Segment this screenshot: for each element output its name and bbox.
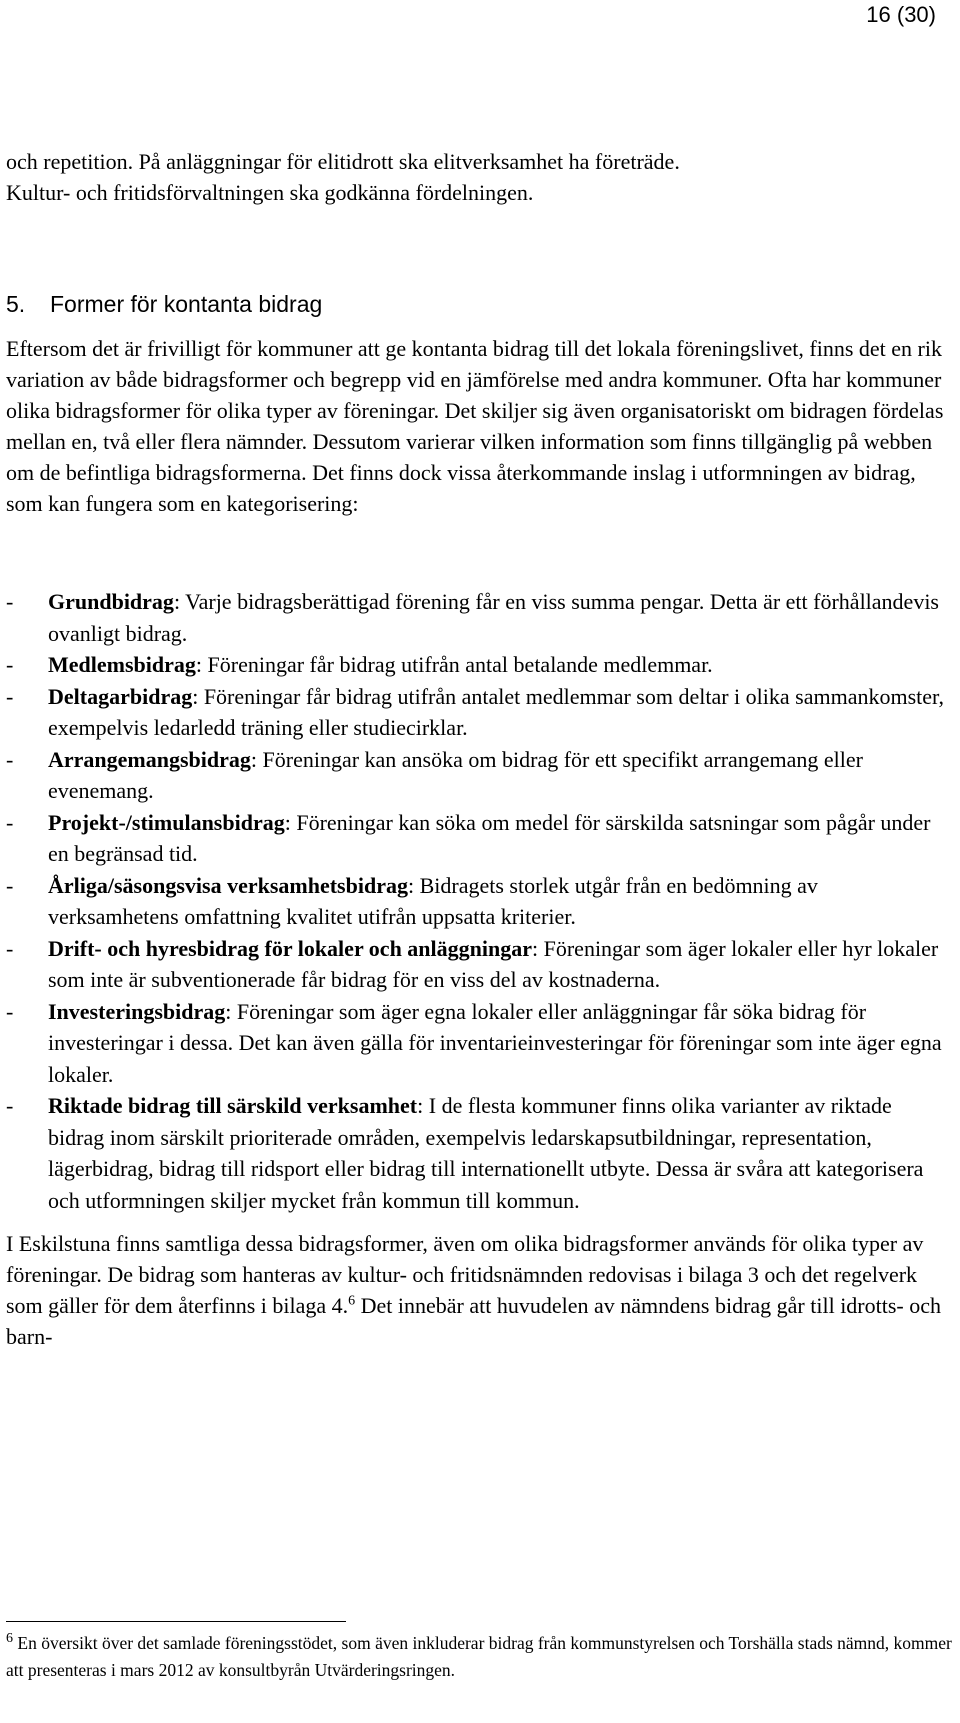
list-dash: - <box>6 746 14 772</box>
bidrag-list <box>6 586 946 1216</box>
list-dash: - <box>6 998 14 1024</box>
list-item <box>6 649 946 681</box>
footnote-divider <box>6 1621 346 1622</box>
footnote-reference: 6 <box>348 1293 356 1309</box>
list-item-term: Riktade bidrag till särskild verksamhet <box>48 1093 418 1118</box>
list-dash: - <box>6 872 14 898</box>
list-item-term: Investeringsbidrag <box>48 998 226 1024</box>
list-item <box>6 996 946 1091</box>
list-item <box>6 870 946 933</box>
list-item-term: Drift- och hyresbidrag för lokaler och anläggningar <box>48 935 532 961</box>
intro-line-2: Kultur- och fritidsförvaltningen ska godkänna fördelningen. <box>6 180 534 205</box>
section-body-serif: Ofta har kommuner olika bidragsformer för olika typer av föreningar. Det skiljer sig även organisatoriskt om bidragen fördelas mellan en, två eller flera nämnder. Dessutom varierar vilken information som finns tillgänglig på webben om de befintliga bidragsformerna. Det finns dock vissa återkommande inslag i utformningen av bidrag, som kan fungera som en kategorisering: <box>6 367 944 516</box>
list-item-term: Deltagarbidrag <box>48 683 193 709</box>
list-item-text: : Bidragets storlek utgår från en bedömning av verksamhetens omfattning kvalitet utifrån uppsatta kriterier. <box>48 872 818 929</box>
list-dash: - <box>6 809 14 835</box>
list-dash: - <box>6 589 14 614</box>
list-item-text: : Föreningar kan ansöka om bidrag för ett specifikt arrangemang eller evenemang. <box>48 746 864 803</box>
list-item-text: : Föreningar som äger lokaler eller hyr lokaler som inte är subventionerade får bidrag för en viss del av kostnaderna. <box>48 935 939 992</box>
closing-text-after: Det innebär att huvudelen av nämndens bidrag går till idrotts- och barn- <box>6 1293 942 1349</box>
intro-line-1: och repetition. På anläggningar för elitidrott ska elitverksamhet ha företräde. <box>6 149 680 174</box>
list-item-text: : I de flesta kommuner finns olika varianter av riktade bidrag inom särskilt prioriterade områden, exempelvis ledarskapsutbildningar, representation, lägerbidrag, bidrag till ridsport eller bidrag till internationellt utbyte. Dessa är svåra att kategorisera och utformningen skiljer mycket från kommun till kommun. <box>48 1093 924 1213</box>
list-item <box>6 681 946 744</box>
list-item <box>6 586 946 649</box>
page-number: 16 (30) <box>866 2 936 27</box>
footnote-text: En översikt över det samlade föreningsstödet, som även inkluderar bidrag från kommunstyrelsen och Torshälla stads nämnd, kommer att presenteras i mars 2012 av konsultbyrån Utvärderingsringen. <box>6 1633 952 1680</box>
list-dash: - <box>6 935 14 961</box>
closing-paragraph <box>6 1228 946 1352</box>
list-item <box>6 744 946 807</box>
list-dash: - <box>6 652 14 677</box>
section-body <box>6 302 946 519</box>
list-item-text: : Varje bidragsberättigad förening får en viss summa pengar. Detta är ett förhållandevis ovanligt bidrag. <box>48 589 939 646</box>
list-item-term: Medlemsbidrag <box>48 652 196 677</box>
list-item <box>6 933 946 996</box>
list-item-term: Grundbidrag <box>48 589 174 614</box>
list-item <box>6 1090 946 1216</box>
list-item-text: : Föreningar kan söka om medel för särskilda satsningar som pågår under en begränsad tid. <box>48 809 931 866</box>
list-item-text: : Föreningar får bidrag utifrån antal betalande medlemmar. <box>195 652 713 677</box>
intro-paragraph <box>6 146 946 208</box>
list-item-term: Årliga/säsongsvisa verksamhetsbidrag <box>48 872 408 898</box>
list-dash: - <box>6 1093 14 1118</box>
closing-text-before: I Eskilstuna finns samtliga dessa bidragsformer, även om olika bidragsformer används för olika typer av föreningar. De bidrag som hanteras av kultur- och fritidsnämnden redovisas i bilaga 3 och det regelverk som gäller för dem återfinns i bilaga 4. <box>6 1231 924 1318</box>
footnote <box>6 1630 956 1684</box>
section-body-sans: Eftersom det är frivilligt för kommuner att ge kontanta bidrag till det lokala föreningslivet, finns det en rik variation av både bidragsformer och begrepp vid en jämförelse med andra kommuner. <box>6 336 942 392</box>
list-item-text: : Föreningar får bidrag utifrån antalet medlemmar som deltar i olika sammankomster, exempelvis ledarledd träning eller studiecirklar. <box>48 683 944 740</box>
list-item-term: Arrangemangsbidrag <box>48 746 251 772</box>
footnote-marker: 6 <box>6 1631 13 1647</box>
section-number: 5. <box>6 291 26 317</box>
list-item <box>6 807 946 870</box>
section-title: Former för kontanta bidrag <box>50 291 323 317</box>
list-item-term: Projekt-/stimulansbidrag <box>48 809 285 835</box>
list-dash: - <box>6 683 14 709</box>
list-item-text: : Föreningar som äger egna lokaler eller anläggningar får söka bidrag för investeringar i dessa. Det kan även gälla för inventarieinvesteringar för föreningar som inte äger egna lokaler. <box>48 998 942 1087</box>
